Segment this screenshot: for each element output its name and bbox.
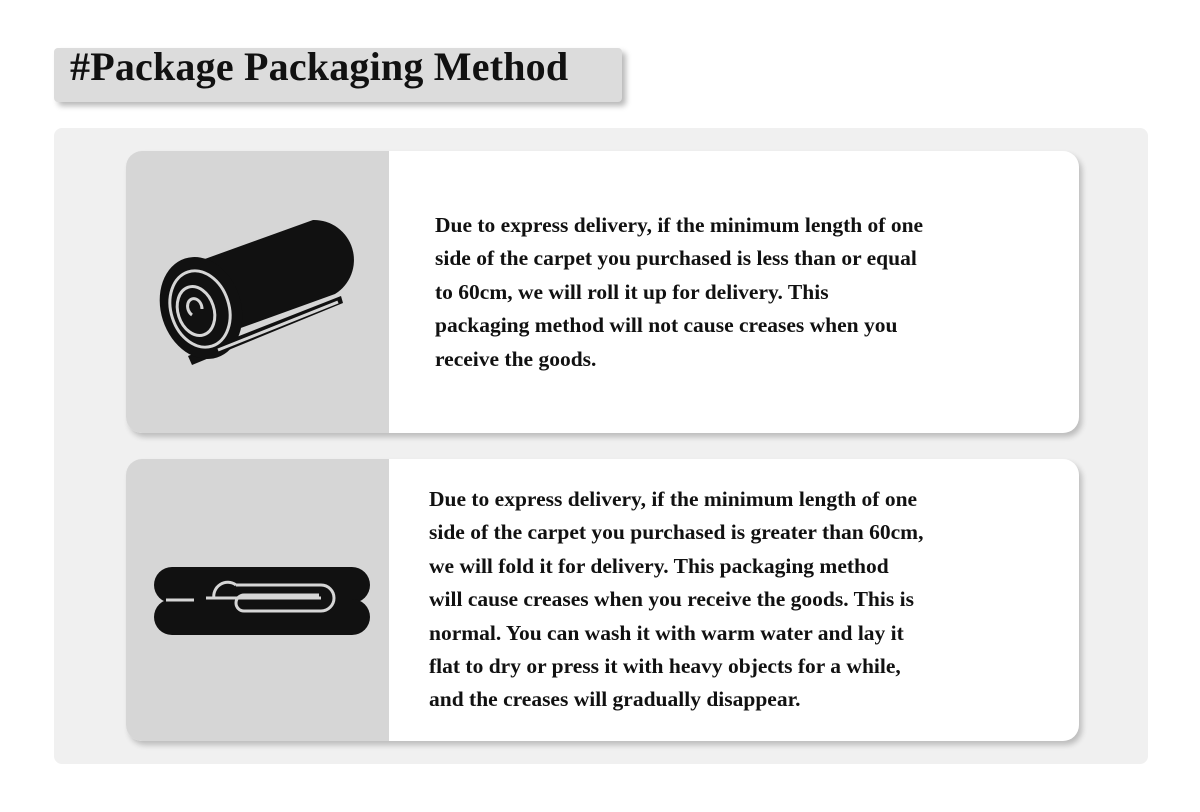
text-line: we will fold it for delivery. This packaging method	[429, 553, 889, 578]
text-line: to 60cm, we will roll it up for delivery. This	[435, 279, 829, 304]
text-line: will cause creases when you receive the goods. This is	[429, 587, 914, 612]
text-line: and the creases will gradually disappear.	[429, 687, 801, 712]
page-title: #Package Packaging Method	[70, 44, 569, 89]
icon-area	[126, 151, 389, 433]
folded-carpet-icon	[126, 459, 389, 741]
text-line: packaging method will not cause creases when you	[435, 313, 898, 338]
text-line: side of the carpet you purchased is greater than 60cm,	[429, 520, 924, 545]
text-line: receive the goods.	[435, 346, 597, 371]
text-line: normal. You can wash it with warm water and lay it	[429, 620, 904, 645]
folded-packaging-card	[126, 459, 1079, 741]
folded-description	[429, 483, 1059, 717]
text-line: flat to dry or press it with heavy objects for a while,	[429, 654, 901, 679]
rolled-description	[435, 209, 1055, 376]
text-line: side of the carpet you purchased is less than or equal	[435, 246, 917, 271]
rolled-carpet-icon	[126, 151, 389, 433]
rolled-packaging-card	[126, 151, 1079, 433]
text-line: Due to express delivery, if the minimum length of one	[429, 487, 918, 511]
icon-area	[126, 459, 389, 741]
text-line: Due to express delivery, if the minimum length of one	[435, 213, 924, 237]
